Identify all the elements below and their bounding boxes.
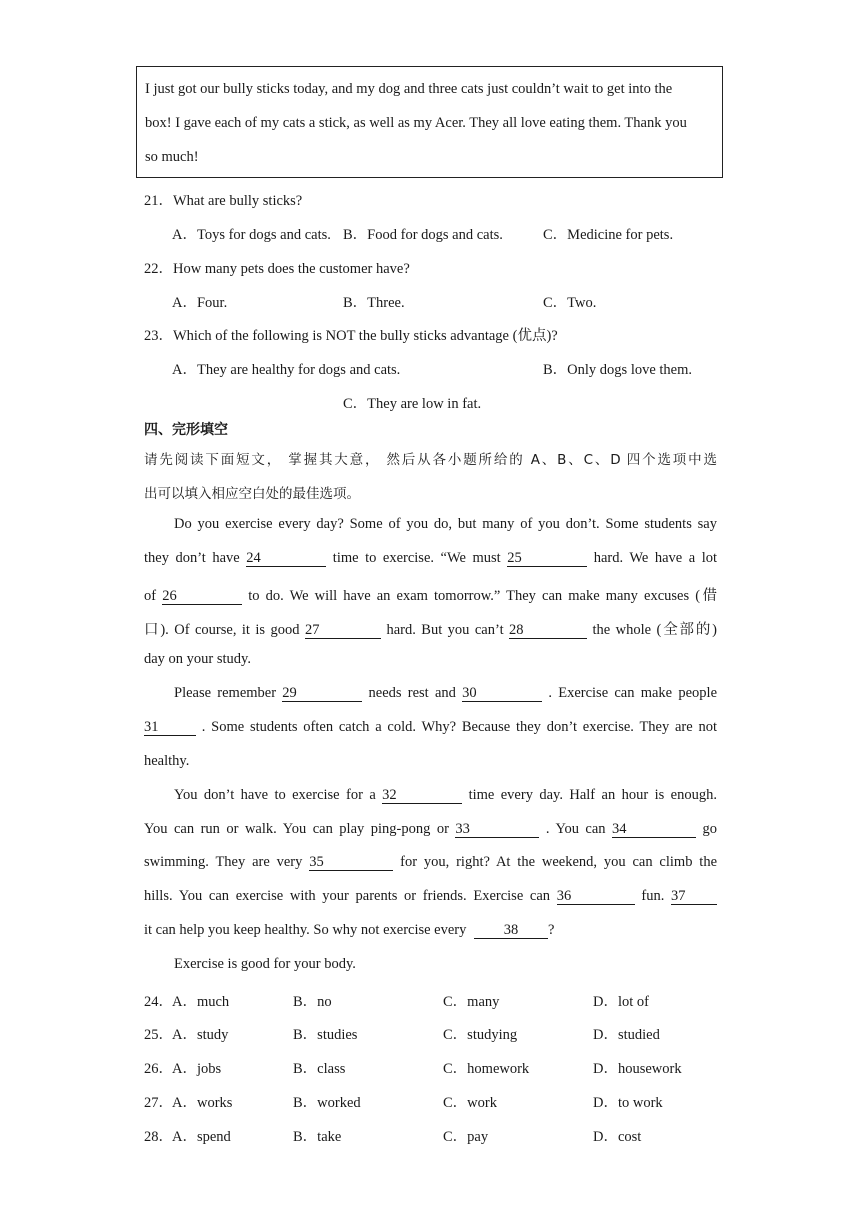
blank-38[interactable]: 38 bbox=[474, 923, 548, 939]
option-21-c[interactable]: C．Medicine for pets. bbox=[543, 227, 674, 243]
blank-35[interactable]: 35 bbox=[309, 855, 393, 871]
option-d[interactable]: D．to work bbox=[593, 1095, 663, 1111]
passage-line: so much! bbox=[145, 149, 199, 165]
option-21-b[interactable]: B．Food for dogs and cats. bbox=[343, 227, 503, 243]
option-b[interactable]: B．class bbox=[293, 1061, 346, 1077]
question-22-stem: 22．How many pets does the customer have? bbox=[144, 261, 410, 277]
question-23-stem: 23．Which of the following is NOT the bully sticks advantage (优点)? bbox=[144, 328, 558, 344]
cloze-line: Do you exercise every day? Some of you do, but many of you don’t. Some students say bbox=[174, 516, 717, 532]
passage-line: I just got our bully sticks today, and my dog and three cats just couldn’t wait to get into the bbox=[145, 81, 673, 97]
option-c[interactable]: C．work bbox=[443, 1095, 497, 1111]
blank-25[interactable]: 25 bbox=[507, 551, 587, 567]
cloze-line: Please remember 29 needs rest and 30 . Exercise can make people bbox=[174, 685, 718, 701]
blank-31[interactable]: 31 bbox=[144, 720, 196, 736]
option-row-number: 24． bbox=[144, 994, 173, 1010]
option-a[interactable]: A．spend bbox=[172, 1129, 231, 1145]
blank-36[interactable]: 36 bbox=[557, 889, 635, 905]
cloze-line: You don’t have to exercise for a 32 time every day. Half an hour is enough. bbox=[174, 787, 717, 803]
cloze-line: they don’t have 24 time to exercise. “We must 25 hard. We have a lot bbox=[144, 550, 718, 566]
cloze-line: 口). Of course, it is good 27 hard. But you can’t 28 the whole (全部的) bbox=[144, 622, 718, 638]
cloze-line: 31 . Some students often catch a cold. Why? Because they don’t exercise. They are not bbox=[144, 719, 717, 735]
option-d[interactable]: D．studied bbox=[593, 1027, 660, 1043]
section-title: 四、完形填空 bbox=[144, 422, 228, 438]
option-23-b[interactable]: B．Only dogs love them. bbox=[543, 362, 693, 378]
option-23-a[interactable]: A．They are healthy for dogs and cats. bbox=[172, 362, 401, 378]
cloze-line: day on your study. bbox=[144, 651, 251, 667]
option-row-number: 27． bbox=[144, 1095, 173, 1111]
option-b[interactable]: B．studies bbox=[293, 1027, 358, 1043]
cloze-line: it can help you keep healthy. So why not exercise every 38 ? bbox=[144, 922, 555, 938]
option-d[interactable]: D．cost bbox=[593, 1129, 642, 1145]
option-22-b[interactable]: B．Three. bbox=[343, 295, 405, 311]
blank-30[interactable]: 30 bbox=[462, 686, 542, 702]
cloze-line: healthy. bbox=[144, 753, 190, 769]
question-21-stem: 21．What are bully sticks? bbox=[144, 193, 303, 209]
option-a[interactable]: A．jobs bbox=[172, 1061, 222, 1077]
blank-32[interactable]: 32 bbox=[382, 788, 462, 804]
blank-37[interactable]: 37 bbox=[671, 889, 717, 905]
option-row-number: 26． bbox=[144, 1061, 173, 1077]
cloze-line: hills. You can exercise with your parents or friends. Exercise can 36 fun. 37 bbox=[144, 888, 717, 905]
option-b[interactable]: B．no bbox=[293, 994, 332, 1010]
option-c[interactable]: C．pay bbox=[443, 1129, 489, 1145]
option-22-c[interactable]: C．Two. bbox=[543, 295, 597, 311]
option-b[interactable]: B．take bbox=[293, 1129, 342, 1145]
option-c[interactable]: C．many bbox=[443, 994, 500, 1010]
passage-line: box! I gave each of my cats a stick, as well as my Acer. They all love eating them. Thank you bbox=[145, 115, 687, 131]
option-a[interactable]: A．study bbox=[172, 1027, 229, 1043]
option-d[interactable]: D．housework bbox=[593, 1061, 682, 1077]
cloze-line: You can run or walk. You can play ping-pong or 33 . You can 34 go bbox=[144, 821, 718, 837]
blank-29[interactable]: 29 bbox=[282, 686, 362, 702]
instruction-line: 出可以填入相应空白处的最佳选项。 bbox=[144, 486, 360, 502]
cloze-line: Exercise is good for your body. bbox=[174, 956, 356, 972]
option-23-c[interactable]: C．They are low in fat. bbox=[343, 396, 482, 412]
option-c[interactable]: C．studying bbox=[443, 1027, 518, 1043]
option-a[interactable]: A．much bbox=[172, 994, 230, 1010]
blank-24[interactable]: 24 bbox=[246, 551, 326, 567]
option-b[interactable]: B．worked bbox=[293, 1095, 361, 1111]
option-d[interactable]: D．lot of bbox=[593, 994, 649, 1010]
cloze-line: swimming. They are very 35 for you, right? At the weekend, you can climb the bbox=[144, 854, 718, 870]
instruction-line: 请先阅读下面短文， 掌握其大意， 然后从各小题所给的 A、B、C、D 四个选项中选 bbox=[144, 452, 717, 468]
option-22-a[interactable]: A．Four. bbox=[172, 295, 228, 311]
blank-34[interactable]: 34 bbox=[612, 822, 696, 838]
blank-26[interactable]: 26 bbox=[162, 589, 242, 605]
option-21-a[interactable]: A．Toys for dogs and cats. bbox=[172, 227, 331, 243]
cloze-line: of 26 to do. We will have an exam tomorrow.” They can make many excuses (借 bbox=[144, 588, 717, 604]
blank-33[interactable]: 33 bbox=[455, 822, 539, 838]
option-row-number: 28． bbox=[144, 1129, 173, 1145]
option-row-number: 25． bbox=[144, 1027, 173, 1043]
passage-box bbox=[136, 66, 723, 178]
option-c[interactable]: C．homework bbox=[443, 1061, 530, 1077]
blank-28[interactable]: 28 bbox=[509, 623, 587, 639]
option-a[interactable]: A．works bbox=[172, 1095, 233, 1111]
blank-27[interactable]: 27 bbox=[305, 623, 381, 639]
